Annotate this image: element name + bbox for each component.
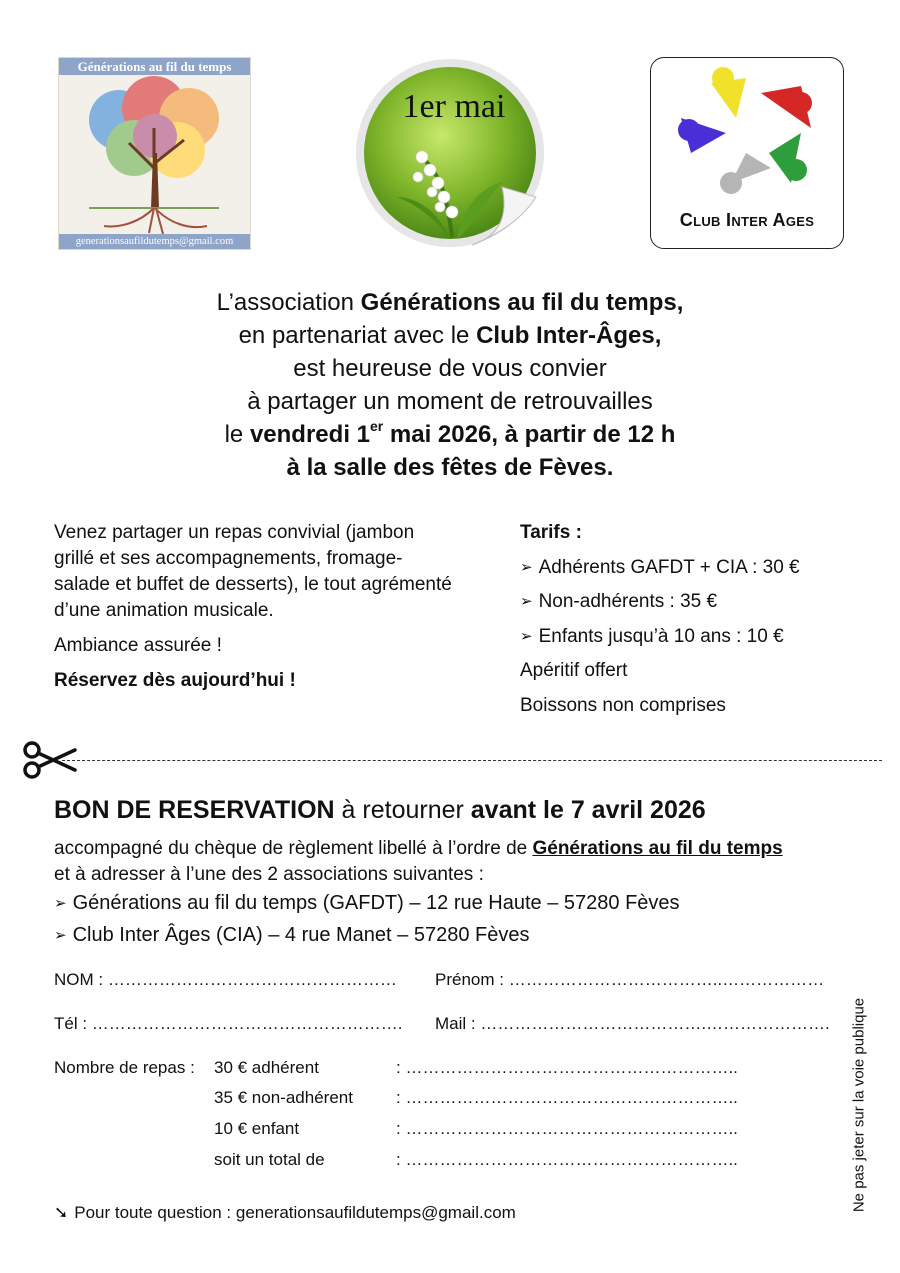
repas-row-input[interactable]: : ………………………………………………….. xyxy=(396,1058,738,1077)
arrow-bullet-icon: ➢ xyxy=(54,927,67,944)
aperitif-text: Apéritif offert xyxy=(520,660,628,681)
logo-club-inter-ages xyxy=(650,57,844,249)
arrow-bullet-icon: ➢ xyxy=(520,627,533,645)
premier-mai-sticker xyxy=(352,57,548,253)
repas-row-label: 10 € enfant xyxy=(214,1119,300,1138)
tel-field[interactable]: Tél : ………………………………………………. xyxy=(54,1014,403,1033)
cut-line xyxy=(62,760,882,761)
tarifs-title: Tarifs : xyxy=(520,522,582,543)
intro-text: L’association Générations au fil du temps, en partenariat avec le Club Inter-Âges, est heureuse de vous convier à partager un moment de retrouvailles le vendredi 1er mai 2026, à partir de 12 h à la salle des fêtes de Fèves. xyxy=(216,289,684,481)
club-name: Club Inter Ages xyxy=(679,210,815,230)
tree-illustration xyxy=(59,58,250,249)
arrow-bullet-icon: ➢ xyxy=(54,895,67,912)
repas-row-input[interactable]: : ………………………………………………….. xyxy=(396,1150,738,1169)
club-figures-icon xyxy=(651,58,843,208)
tarif-item: ➢ Non-adhérents : 35 € xyxy=(520,591,718,612)
logo-left-title: Générations au fil du temps xyxy=(59,58,250,75)
mail-field[interactable]: Mail : ………………………………….…………………. xyxy=(435,1014,830,1033)
address-item: ➢ Club Inter Âges (CIA) – 4 rue Manet – 57280 Fèves xyxy=(54,924,530,946)
logo-left-email: generationsaufildutemps@gmail.com xyxy=(59,234,250,249)
repas-row-input[interactable]: : ………………………………………………….. xyxy=(396,1088,738,1107)
tarif-item: ➢ Enfants jusqu’à 10 ans : 10 € xyxy=(520,625,784,647)
arrow-bullet-icon: ➢ xyxy=(520,558,533,576)
question-line: ➘ Pour toute question : generationsaufildutemps@gmail.com xyxy=(54,1203,516,1222)
tarifs-block xyxy=(520,520,860,727)
address-item: ➢ Générations au fil du temps (GAFDT) – 12 rue Haute – 57280 Fèves xyxy=(54,892,680,914)
tarif-item: ➢ Adhérents GAFDT + CIA : 30 € xyxy=(520,556,800,578)
repas-row-label: 30 € adhérent xyxy=(214,1058,319,1077)
arrow-down-right-icon: ➘ xyxy=(54,1203,69,1222)
repas-row-input[interactable]: : ………………………………………………….. xyxy=(396,1119,738,1138)
repas-row-label: soit un total de xyxy=(214,1150,325,1169)
repas-row-label: 35 € non-adhérent xyxy=(214,1088,353,1107)
prenom-field[interactable]: Prénom : ………………………………..……………… xyxy=(435,970,825,989)
repas-label: Nombre de repas : xyxy=(54,1058,195,1077)
nom-field[interactable]: NOM : …………………………………………… xyxy=(54,970,397,989)
reserve-text: Réservez dès aujourd’hui ! xyxy=(54,670,296,691)
logo-generations xyxy=(58,57,251,250)
event-description xyxy=(54,520,454,703)
ambiance-text: Ambiance assurée ! xyxy=(54,635,222,656)
sticker-text: 1er mai xyxy=(402,88,506,125)
reservation-title: BON DE RESERVATION à retourner avant le 7 avril 2026 xyxy=(54,796,706,824)
description-paragraph: Venez partager un repas convivial (jambon grillé et ses accompagnements, fromage-salade et buffet de desserts), le tout agrémenté d’une animation musicale. xyxy=(54,522,452,621)
reservation-instructions: accompagné du chèque de règlement libellé à l’ordre de Générations au fil du temps et à adresser à l’une des 2 associations suivantes : ➢ Générations au fil du temps (GAFDT) – 12 rue Haute – 57280 Fèves ➢ Club Inter Âges (CIA) – 4 rue Manet – 57280 Fèves xyxy=(54,836,874,952)
arrow-bullet-icon: ➢ xyxy=(520,593,533,610)
boissons-text: Boissons non comprises xyxy=(520,694,726,716)
vertical-note: Ne pas jeter sur la voie publique xyxy=(850,997,868,1213)
